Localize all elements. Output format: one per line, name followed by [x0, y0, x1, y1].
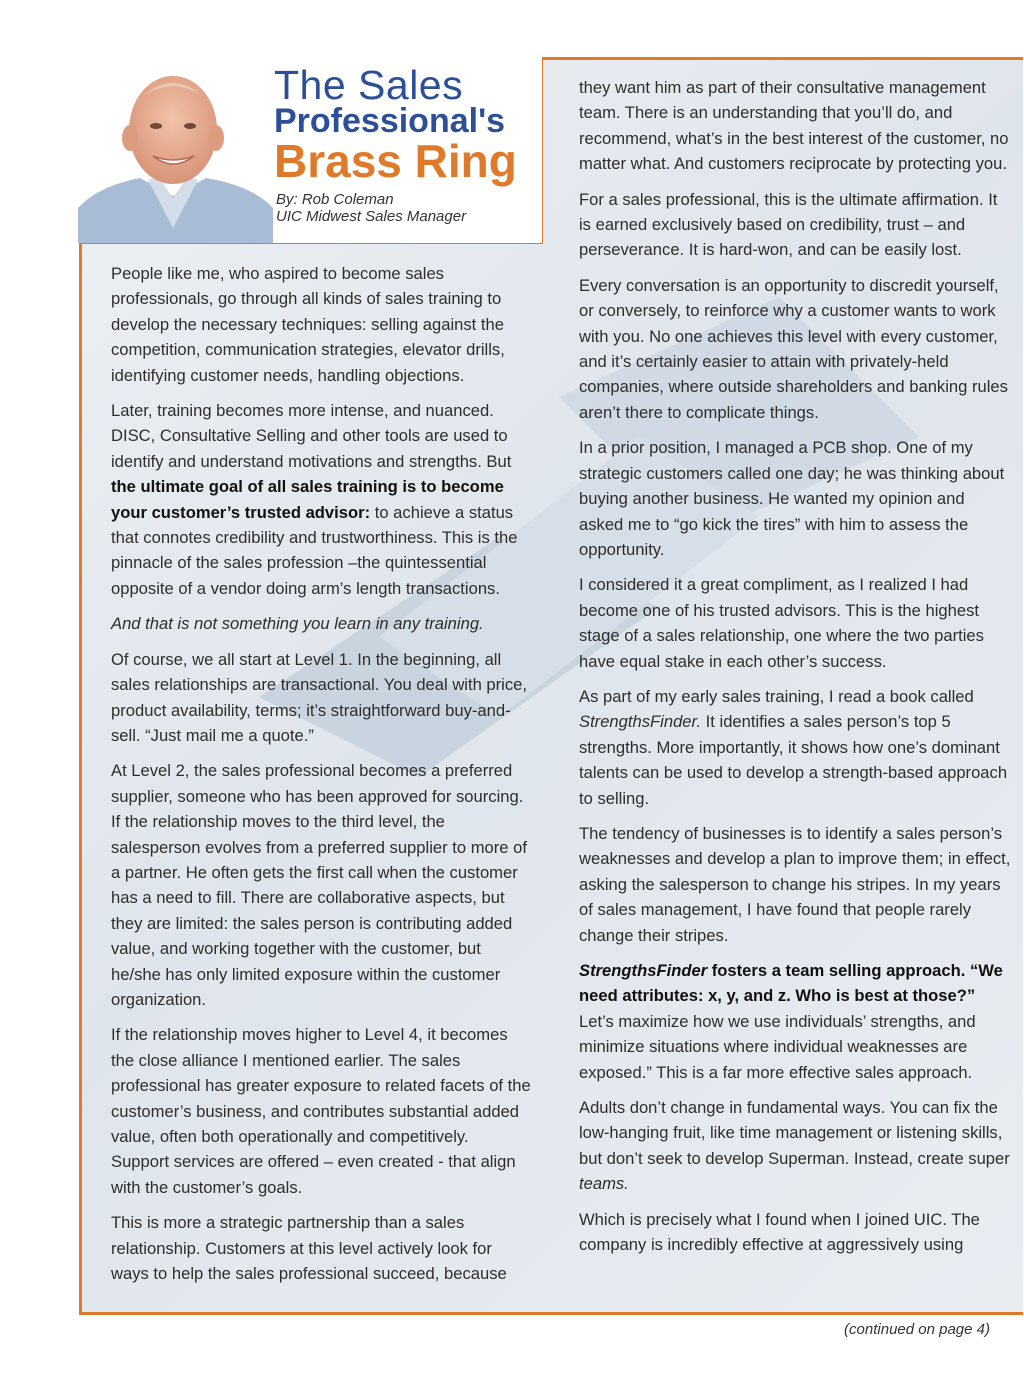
- left-column: [111, 261, 531, 1296]
- right-paragraph-6-italic: StrengthsFinder.: [579, 712, 702, 732]
- author-role: UIC Midwest Sales Manager: [276, 208, 467, 225]
- right-paragraph-5: I considered it a great compliment, as I realized I had become one of his trusted advisors. This is the highest stage of a sales relationship, one where the two parties have equal stake in each other’s success.: [579, 575, 984, 671]
- right-paragraph-8-end: Let’s maximize how we use individuals’ strengths, and minimize situations where individual weaknesses are exposed.” This is a far more effective sales approach.: [579, 1011, 976, 1082]
- left-paragraph-1: People like me, who aspired to become sales professionals, go through all kinds of sales training to develop the necessary techniques: selling against the competition, communication strategies, elevator drills, identifying customer needs, handling objections.: [111, 264, 505, 385]
- frame-left-border: [79, 241, 82, 1315]
- left-paragraph-2-bold: the ultimate goal of all sales training is to become your customer’s trusted advisor:: [111, 477, 504, 522]
- right-paragraph-8-bold-italic: StrengthsFinder: [579, 961, 708, 980]
- left-paragraph-2-start: Later, training becomes more intense, and nuanced. DISC, Consultative Selling and other tools are used to identify and understand motivations and strengths. But: [111, 401, 512, 471]
- right-paragraph-2: For a sales professional, this is the ultimate affirmation. It is earned exclusively based on credibility, trust – and perseverance. It is hard-won, and can be easily lost.: [579, 189, 998, 260]
- right-column: [579, 75, 1011, 1267]
- author-name: By: Rob Coleman: [276, 191, 394, 208]
- right-paragraph-9-italic: teams.: [579, 1174, 629, 1194]
- title-line-1: The Sales: [274, 62, 464, 108]
- left-paragraph-3: [111, 611, 531, 636]
- right-paragraph-6: [579, 684, 1011, 811]
- right-paragraph-7: The tendency of businesses is to identify a sales person’s weaknesses and develop a plan to improve them; in effect, asking the salesperson to change his stripes. In my years of sales management, I have found that people rarely change their stripes.: [579, 823, 1011, 945]
- title-line-2: Professional's: [274, 102, 506, 140]
- right-paragraph-9: [579, 1095, 1011, 1197]
- left-paragraph-5: At Level 2, the sales professional becomes a preferred supplier, someone who has been approved for sourcing. If the relationship moves to the third level, the salesperson evolves from a preferred supplier to more of a partner. He often gets the first call when the customer has a need to fill. There are collaborative aspects, but they are limited: the sales person is contributing added value, and working together with the customer, but he/she has only limited exposure within the customer organization.: [111, 761, 527, 1009]
- right-paragraph-6-start: As part of my early sales training, I read a book called: [579, 686, 974, 706]
- left-paragraph-2: [111, 398, 531, 601]
- frame-top-border: [542, 57, 1023, 60]
- right-paragraph-4: In a prior position, I managed a PCB shop. One of my strategic customers called one day; he was thinking about buying another business. He wanted my opinion and asked me to “go kick the tires” with him to assess the opportunity.: [579, 438, 1005, 559]
- left-paragraph-7: This is more a strategic partnership than a sales relationship. Customers at this level actively look for ways to help the sales professional succeed, because: [111, 1213, 507, 1284]
- right-paragraph-8-bold: fosters a team selling approach. “We need attributes: x, y, and z. Who is best at those?”: [579, 961, 1003, 1006]
- right-paragraph-3: Every conversation is an opportunity to discredit yourself, or conversely, to reinforce why a customer wants to work with you. No one achieves this level with every customer, and it’s certainly easier to attain with privately-held companies, where outside shareholders and banking rules aren’t there to complicate things.: [579, 275, 1008, 422]
- byline: [276, 191, 466, 225]
- right-paragraph-9-start: Adults don’t change in fundamental ways. You can fix the low-hanging fruit, like time management or listening skills, but don’t seek to develop Superman. Instead, create super: [579, 1098, 1010, 1168]
- right-paragraph-8: [579, 958, 1011, 1085]
- author-portrait: [78, 68, 273, 243]
- title-line-3: Brass Ring: [274, 135, 517, 187]
- frame-bottom-border: [79, 1312, 1023, 1315]
- right-paragraph-1: they want him as part of their consultative management team. There is an understanding that you’ll do, and recommend, what’s in the best interest of the customer, no matter what. And customers reciprocate by protecting you.: [579, 78, 1009, 174]
- right-paragraph-10: Which is precisely what I found when I joined UIC. The company is incredibly effective at aggressively using: [579, 1209, 980, 1255]
- continued-note: (continued on page 4): [844, 1321, 990, 1338]
- left-paragraph-2-end: to achieve a status that connotes credibility and trustworthiness. This is the pinnacle of the sales profession –the quintessential opposite of a vendor doing arm’s length transactions.: [111, 502, 518, 598]
- left-paragraph-4: Of course, we all start at Level 1. In the beginning, all sales relationships are transactional. You deal with price, product availability, terms; it’s straightforward buy-and-sell. “Just mail me a quote.”: [111, 649, 528, 745]
- left-paragraph-3-italic: And that is not something you learn in any training.: [111, 614, 484, 634]
- left-paragraph-6: If the relationship moves higher to Level 4, it becomes the close alliance I mentioned earlier. The sales professional has greater exposure to related facets of the customer’s business, and contributes substantial added value, often both operationally and competitively. Support services are offered – even created - that align with the customer’s goals.: [111, 1025, 531, 1197]
- right-paragraph-6-end: It identifies a sales person’s top 5 strengths. More importantly, it shows how one’s dominant talents can be used to develop a strength-based approach to selling.: [579, 712, 1008, 808]
